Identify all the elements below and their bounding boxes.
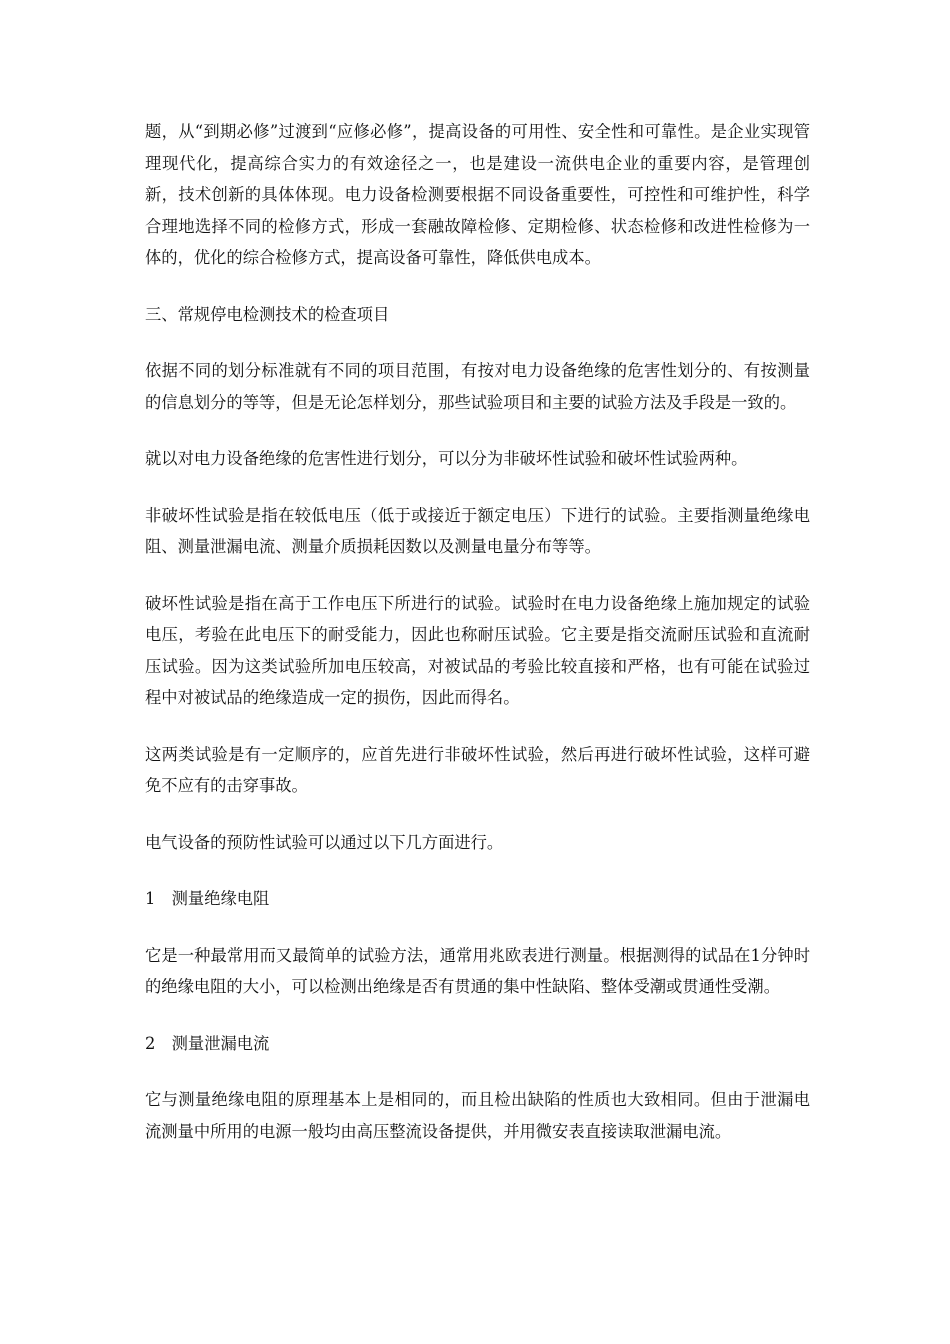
item-heading-2: 2 测量泄漏电流 — [145, 1033, 270, 1053]
paragraph-destructive-test: 破坏性试验是指在高于工作电压下所进行的试验。试验时在电力设备绝缘上施加规定的试验电压，考验在此电压下的耐受能力，因此也称耐压试验。它主要是指交流耐压试验和直流耐压试验。因为这类试验所加电压较高，对被试品的考验比较直接和严格，也有可能在试验过程中对被试品的绝缘造成一定的损伤，因此而得名。 — [145, 593, 810, 707]
paragraph-intro-continuation: 题，从“到期必修”过渡到“应修必修”，提高设备的可用性、安全性和可靠性。是企业实现管理现代化，提高综合实力的有效途径之一，也是建设一流供电企业的重要内容，是管理创新，技术创新的具体体现。电力设备检测要根据不同设备重要性，可控性和可维护性，科学合理地选择不同的检修方式，形成一套融故障检修、定期检修、状态检修和改进性检修为一体的，优化的综合检修方式，提高设备可靠性，降低供电成本。 — [145, 122, 810, 267]
paragraph-classification: 依据不同的划分标准就有不同的项目范围，有按对电力设备绝缘的危害性划分的、有按测量的信息划分的等等，但是无论怎样划分，那些试验项目和主要的试验方法及手段是一致的。 — [145, 361, 810, 412]
item-heading-1: 1 测量绝缘电阻 — [145, 889, 270, 908]
paragraph-leakage-current: 它与测量绝缘电阻的原理基本上是相同的，而且检出缺陷的性质也大致相同。但由于泄漏电流测量中所用的电源一般均由高压整流设备提供，并用微安表直接读取泄漏电流。 — [145, 1090, 810, 1141]
paragraph-preventive-test: 电气设备的预防性试验可以通过以下几方面进行。 — [145, 832, 504, 852]
paragraph-hazard-division: 就以对电力设备绝缘的危害性进行划分，可以分为非破坏性试验和破坏性试验两种。 — [145, 449, 748, 468]
paragraph-insulation-resistance: 它是一种最常用而又最简单的试验方法，通常用兆欧表进行测量。根据测得的试品在1分钟时的绝缘电阻的大小，可以检测出绝缘是否有贯通的集中性缺陷、整体受潮或贯通性受潮。 — [145, 945, 810, 996]
paragraph-test-order: 这两类试验是有一定顺序的，应首先进行非破坏性试验，然后再进行破坏性试验，这样可避免不应有的击穿事故。 — [145, 744, 810, 795]
section-heading-3: 三、常规停电检测技术的检查项目 — [145, 304, 390, 324]
paragraph-nondestructive-test: 非破坏性试验是指在较低电压（低于或接近于额定电压）下进行的试验。主要指测量绝缘电阻、测量泄漏电流、测量介质损耗因数以及测量电量分布等等。 — [145, 505, 810, 556]
document-body — [145, 116, 810, 1172]
